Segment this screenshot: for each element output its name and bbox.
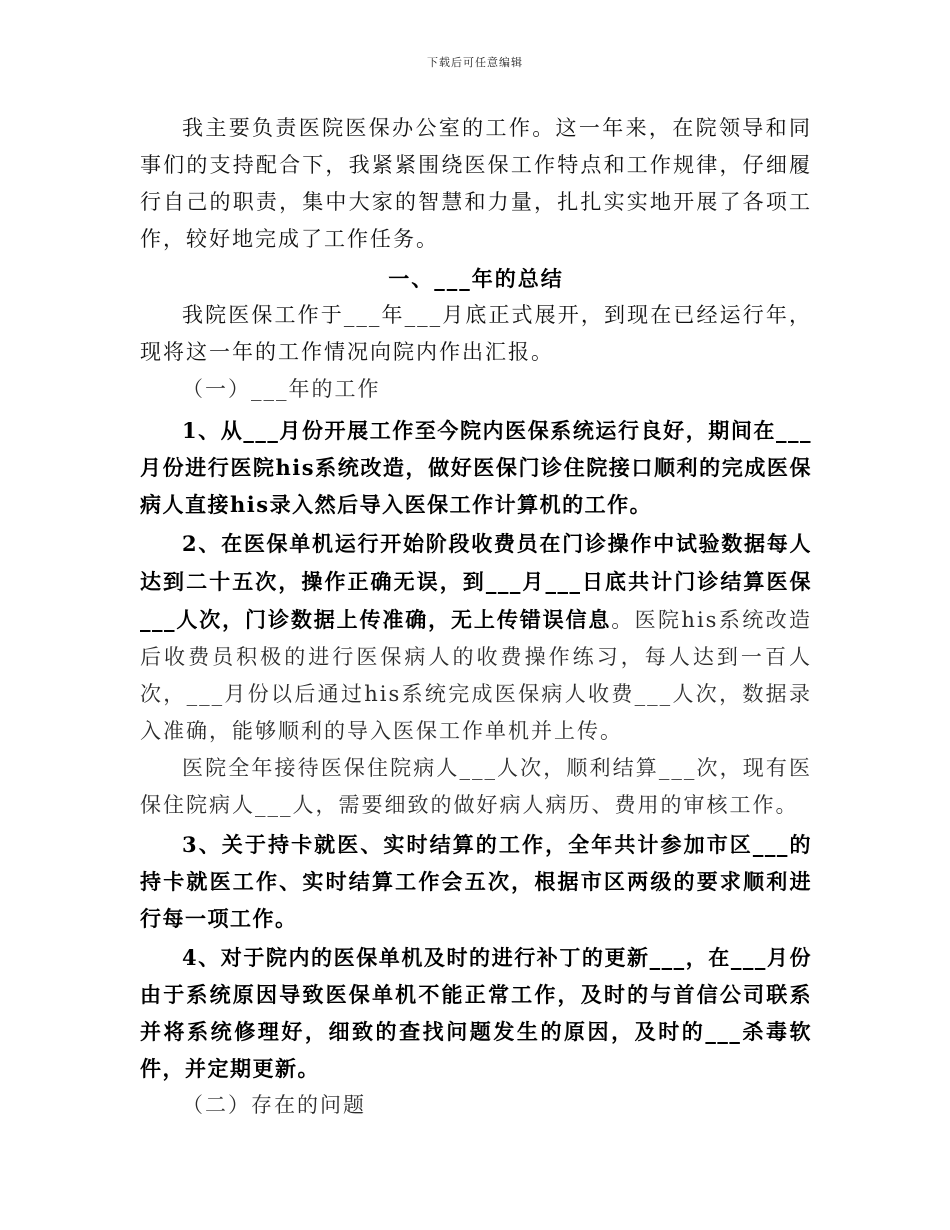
summary-paragraph: 我院医保工作于___年___月底正式展开，到现在已经运行年，现将这一年的工作情况向院内作出汇报。	[140, 303, 812, 364]
work-item-2-rest: 。医院his系统改造后收费员积极的进行医保病人的收费操作练习，每人达到一百人次，___月份以后通过his系统完成医保病人收费___人次，数据录入准确，能够顺利的导入医保工作单机并上传。	[140, 608, 812, 743]
work-item-2-bold: 2、在医保单机运行开始阶段收费员在门诊操作中试验数据每人达到二十五次，操作正确无误，到___月___日底共计门诊结算医保___人次，门诊数据上传准确，无上传错误信息	[140, 531, 812, 632]
section-heading-summary: 一、___年的总结	[388, 266, 564, 291]
page-header: 下载后可任意编辑	[427, 56, 523, 69]
work-item-1: 1、从___月份开展工作至今院内医保系统运行良好，期间在___月份进行医院his系统改造，做好医保门诊住院接口顺利的完成医保病人直接his录入然后导入医保工作计算机的工作。	[140, 418, 812, 517]
inpatient-paragraph: 医院全年接待医保住院病人___人次，顺利结算___次，现有医保住院病人___人，需要细致的做好病人病历、费用的审核工作。	[140, 756, 812, 817]
work-item-3: 3、关于持卡就医、实时结算的工作，全年共计参加市区___的持卡就医工作、实时结算工作会五次，根据市区两级的要求顺利进行每一项工作。	[140, 832, 812, 931]
work-item-2	[140, 525, 812, 750]
document-body	[140, 110, 812, 1124]
subsection-heading-work: （一）___年的工作	[182, 377, 381, 401]
subsection-heading-problems: （二）存在的问题	[182, 1093, 366, 1117]
intro-paragraph: 我主要负责医院医保办公室的工作。这一年来，在院领导和同事们的支持配合下，我紧紧围绕医保工作特点和工作规律，仔细履行自己的职责，集中大家的智慧和力量，扎扎实实地开展了各项工作，较好地完成了工作任务。	[140, 116, 812, 251]
work-item-4: 4、对于院内的医保单机及时的进行补丁的更新___，在___月份由于系统原因导致医保单机不能正常工作，及时的与首信公司联系并将系统修理好，细致的查找问题发生的原因，及时的___杀毒软件，并定期更新。	[140, 945, 812, 1081]
